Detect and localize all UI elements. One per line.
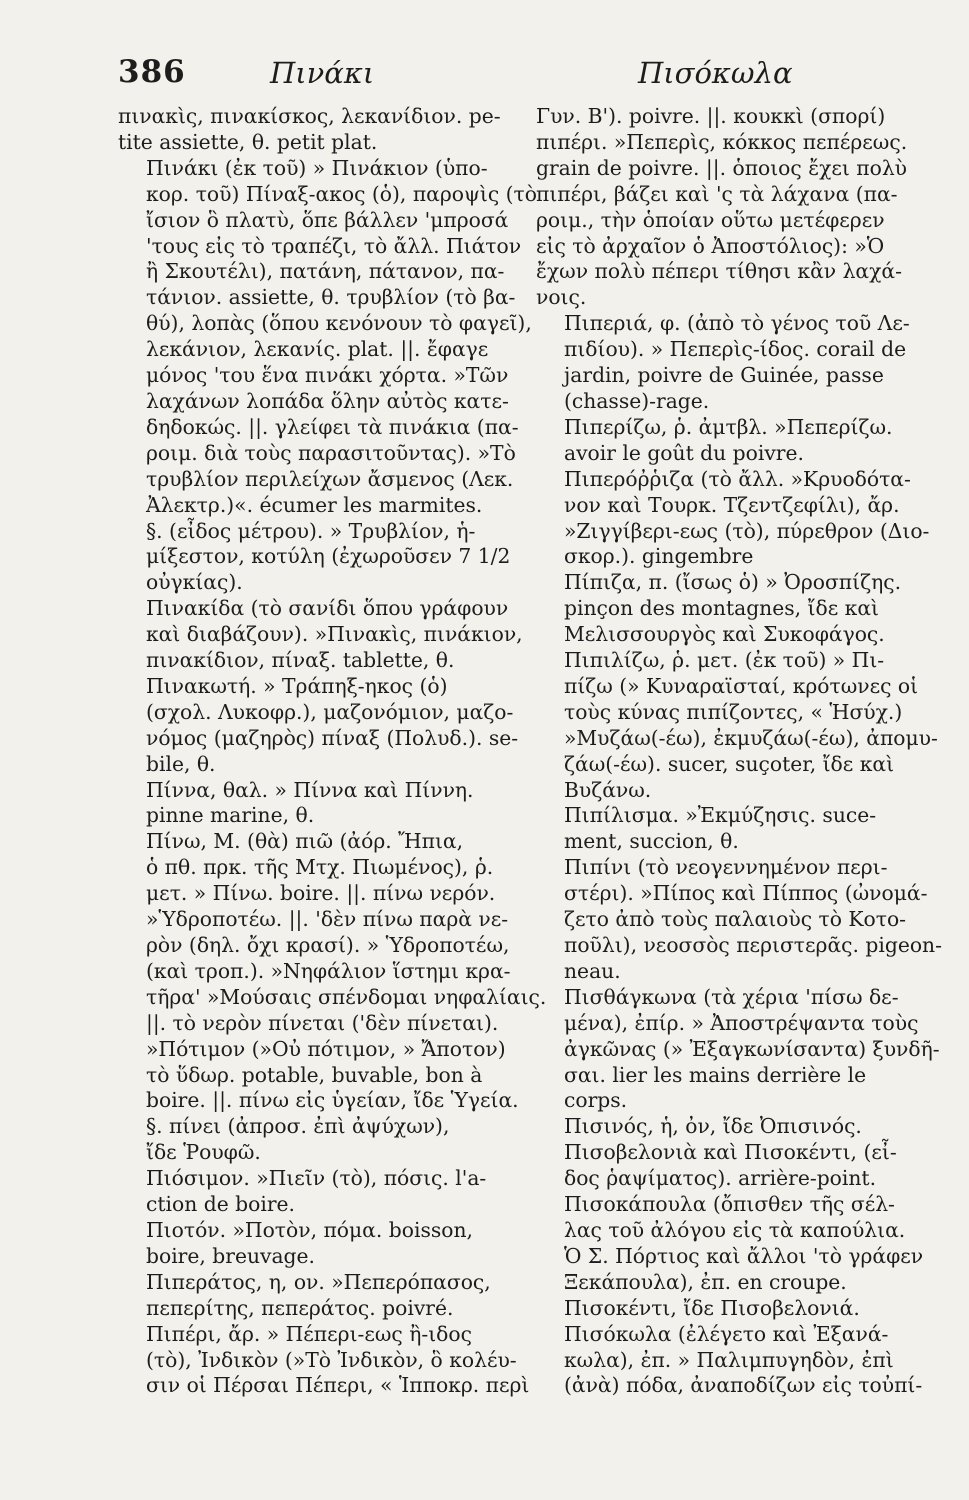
entry-line: ἴδε Ῥουφῶ.	[146, 1140, 261, 1165]
dictionary-entry	[118, 155, 537, 596]
entry-line: ποῦλι), νεοσσὸς περιστερᾶς. pigeon-	[564, 933, 942, 957]
entry-line: Γυν. Β'). poivre. ||. κουκκὶ (σπορί)	[536, 104, 886, 128]
entry-line: ὁ πθ. πρκ. τῆς Μτχ. Πιωμένος), ῥ.	[146, 855, 494, 880]
entry-line: τάνιον. assiette, θ. τρυβλίον (τὸ βα-	[146, 285, 516, 310]
entry-line: στέρι). »Πίπος καὶ Πίππος (ὠνομά-	[564, 881, 928, 906]
entry-line: τὸ ὕδωρ. potable, buvable, bon à	[146, 1062, 483, 1087]
entry-line: Ξεκάπουλα), ἐπ. en croupe.	[564, 1269, 847, 1294]
entry-line: (chasse)-rage.	[564, 388, 710, 413]
entry-line: ροιμ. διὰ τοὺς παρασιτοῦντας). »Τὸ	[146, 440, 516, 465]
entry-line: Μελισσουργὸς καὶ Συκοφάγος.	[564, 622, 885, 647]
entry-line: ἔχων πολὺ πέπερι τίθησι κἂν λαχά-	[536, 259, 902, 284]
entry-line: ἴσιον ὃ πλατὺ, ὅπε βάλλεν 'μπροσά	[146, 207, 509, 232]
entry-line: (καὶ τροπ.). »Νηφάλιον ἵστημι κρα-	[146, 958, 511, 983]
right-column	[536, 104, 946, 1399]
dictionary-entry	[536, 648, 946, 803]
dictionary-entry	[536, 415, 946, 467]
entry-line: Πινακωτή. » Τράπηξ-ηκος (ὁ)	[146, 673, 448, 698]
entry-line: τρυβλίον περιλείχων ἄσμενος (Λεκ.	[146, 466, 514, 491]
entry-line: Πινακίδα (τὸ σανίδι ὅπου γράφουν	[146, 596, 509, 621]
entry-line: ἀγκῶνας (» Ἐξαγκωνίσαντα) ξυνδῆ-	[564, 1036, 940, 1061]
entry-line: (ἀνὰ) πόδα, ἀναποδίζων εἰς τοὐπί-	[564, 1373, 923, 1398]
dictionary-entry	[536, 985, 946, 1115]
entry-line: Πιπερόῤῥιζα (τὸ ἄλλ. »Κρυοδότα-	[564, 466, 911, 491]
page-number: 386	[118, 54, 186, 90]
dictionary-entry	[536, 1114, 946, 1140]
dictionary-entry	[118, 1321, 530, 1400]
dictionary-entry	[536, 803, 946, 855]
entry-line: Πισοκάπουλα (ὄπισθεν τῆς σέλ-	[564, 1192, 895, 1217]
entry-line: (σχολ. Λυκοφρ.), μαζονόμιον, μαζο-	[146, 699, 514, 724]
dictionary-entry	[536, 1140, 946, 1192]
entry-line: πεπερίτης, πεπεράτος. poivré.	[146, 1295, 454, 1320]
entry-line: πίζω (» Κυναραϊσταί, κρότωνες οἱ	[564, 673, 919, 698]
page-header	[118, 54, 941, 100]
dictionary-entry	[536, 855, 946, 985]
entry-line: bile, θ.	[146, 751, 216, 776]
entry-line: Πινάκι (ἐκ τοῦ) » Πινάκιον (ὑπο-	[146, 155, 488, 180]
dictionary-entry	[118, 1166, 506, 1218]
entry-line: Πιπίλισμα. »Ἐκμύζησις. suce-	[564, 803, 877, 828]
entry-line: μετ. » Πίνω. boire. ||. πίνω νερόν.	[146, 881, 496, 906]
entry-line: boire. ||. πίνω εἰς ὑγείαν, ἴδε Ὑγεία.	[146, 1088, 519, 1113]
dictionary-entry	[536, 1322, 946, 1400]
entry-line: Πιπίνι (τὸ νεογεννημένον περι-	[564, 855, 888, 880]
entry-line: pinçon des montagnes, ἴδε καὶ	[564, 596, 879, 621]
entry-line: ἢ Σκουτέλι), πατάνη, πάτανον, πα-	[146, 259, 505, 284]
dictionary-entry	[118, 673, 519, 778]
entry-line: boire, breuvage.	[146, 1243, 315, 1268]
entry-line: Ἀλεκτρ.)«. écumer les marmites.	[146, 492, 483, 517]
running-head-right: Πισόκωλα	[638, 56, 793, 90]
entry-line: Πίπιζα, π. (ἴσως ὁ) » Ὀροσπίζης.	[564, 570, 902, 595]
dictionary-entry	[118, 778, 506, 830]
entry-line: §. πίνει (ἀπροσ. ἐπὶ ἀψύχων),	[146, 1114, 450, 1139]
entry-line: ζετο ἀπὸ τοὺς παλαιοὺς τὸ Κοτο-	[564, 907, 907, 932]
dictionary-entry	[118, 1270, 506, 1322]
entry-line: Πιπεριά, φ. (ἀπὸ τὸ γένος τοῦ Λε-	[564, 311, 910, 336]
entry-line: Πιπέρι, ἄρ. » Πέπερι-εως ἢ-ιδος	[146, 1321, 472, 1346]
entry-line: σκορ.). gingembre	[564, 544, 754, 569]
entry-line: πινακὶς, πινακίσκος, λεκανίδιον. pe-	[118, 104, 501, 128]
entry-line: πιπέρι. »Πεπερὶς, κόκκος πεπέρεως.	[536, 129, 908, 154]
entry-line: σαι. lier les mains derrière le	[564, 1062, 867, 1087]
entry-line: λεκάνιον, λεκανίς. plat. ||. ἔφαγε	[146, 337, 489, 362]
entry-line: Πισινός, ἡ, ὀν, ἴδε Ὀπισινός.	[564, 1114, 862, 1139]
entry-line: Πιοτόν. »Ποτὸν, πόμα. boisson,	[146, 1217, 473, 1242]
entry-line: νον καὶ Τουρκ. Τζεντζεφίλι), ἄρ.	[564, 492, 900, 517]
dictionary-entry	[536, 1192, 946, 1296]
entry-line: πιδίου). » Πεπερὶς-ίδος. corail de	[564, 337, 907, 362]
entry-line: Πιπεράτος, η, ον. »Πεπερόπασος,	[146, 1269, 491, 1294]
entry-line: σιν οἱ Πέρσαι Πέπερι, « Ἱπποκρ. περὶ	[146, 1373, 530, 1398]
entry-line: πιπέρι, βάζει καὶ 'ς τὰ λάχανα (πα-	[536, 181, 898, 206]
entry-line: (τὸ), Ἰνδικὸν (»Τὸ Ἰνδικὸν, ὃ κολέυ-	[146, 1347, 517, 1372]
entry-line: »Πότιμον (»Οὐ πότιμον, » Ἄποτον)	[146, 1036, 506, 1061]
entry-line: Πισόκωλα (ἐλέγετο καὶ Ἐξανά-	[564, 1321, 889, 1346]
entry-line: Πίνω, Μ. (θὰ) πιῶ (ἀόρ. Ἤπια,	[146, 829, 464, 854]
entry-line: νοις.	[536, 285, 587, 310]
entry-line: Πιπιλίζω, ῥ. μετ. (ἐκ τοῦ) » Πι-	[564, 648, 885, 673]
dictionary-entry	[536, 467, 946, 571]
entry-line: Πιπερίζω, ῥ. ἀμτβλ. »Πεπερίζω.	[564, 414, 893, 439]
entry-line: κορ. τοῦ) Πίναξ-ακος (ὁ), παροψὶς (τὸ	[146, 181, 537, 206]
entry-line: Ὁ Σ. Πόρτιος καὶ ἄλλοι 'τὸ γράφεν	[564, 1243, 924, 1268]
left-column	[118, 104, 547, 1399]
entry-line: ροιμ., τὴν ὁποίαν οὕτω μετέφερεν	[536, 207, 885, 232]
entry-line: δος ῥαψίματος). arrière-point.	[564, 1166, 877, 1191]
entry-line: corps.	[564, 1088, 628, 1113]
entry-line: μένα), ἐπίρ. » Ἀποστρέψαντα τοὺς	[564, 1010, 919, 1035]
entry-line: Πισοκέντι, ἴδε Πισοβελονιά.	[564, 1295, 860, 1320]
dictionary-entry	[118, 829, 547, 1166]
entry-line: θύ), λοπὰς (ὅπου κενόνουν τὸ φαγεῖ),	[146, 311, 532, 336]
entry-line: »Μυζάω(-έω), ἐκμυζάω(-έω), ἀπομυ-	[564, 725, 938, 750]
entry-line: τοὺς κύνας πιπίζοντες, « Ἡσύχ.)	[564, 699, 903, 724]
entry-line: εἰς τὸ ἀρχαῖον ὁ Ἀποστόλιος): »Ὁ	[536, 233, 885, 258]
entry-line: Πισθάγκωνα (τὰ χέρια 'πίσω δε-	[564, 984, 899, 1009]
entry-line: Βυζάνω.	[564, 777, 652, 802]
entry-line: δηδοκώς. ||. γλείφει τὰ πινάκια (πα-	[146, 414, 519, 439]
entry-line: neau.	[564, 958, 621, 983]
entry-line: ζάω(-έω). sucer, suçoter, ἴδε καὶ	[564, 751, 895, 776]
entry-line: λας τοῦ ἀλόγου εἰς τὰ καπούλια.	[564, 1217, 906, 1242]
dictionary-entry	[118, 596, 523, 674]
entry-line: 'τους εἰς τὸ τραπέζι, τὸ ἄλλ. Πιάτον	[146, 233, 522, 258]
entry-line: καὶ διαβάζουν). »Πινακὶς, πινάκιον,	[146, 622, 523, 647]
entry-line: μόνος 'του ἕνα πινάκι χόρτα. »Τῶν	[146, 363, 509, 388]
dictionary-entry	[536, 1296, 946, 1322]
running-head-left: Πινάκι	[270, 56, 375, 90]
entry-line: jardin, poivre de Guinée, passe	[564, 363, 884, 388]
entry-line: κωλα), ἐπ. » Παλιμπυγηδὸν, ἐπὶ	[564, 1347, 894, 1372]
entry-line: avoir le goût du poivre.	[564, 440, 804, 465]
entry-line: »Ζιγγίβερι-εως (τὸ), πύρεθρον (Διο-	[564, 518, 930, 543]
dictionary-entry	[536, 311, 946, 415]
entry-line: §. (εἶδος μέτρου). » Τρυβλίον, ἡ-	[146, 518, 476, 543]
entry-line: τῆρα' »Μούσαις σπένδομαι νηφαλίαις.	[146, 984, 547, 1009]
dictionary-entry	[118, 104, 506, 156]
entry-line: ment, succion, θ.	[564, 829, 739, 854]
dictionary-entry	[536, 104, 946, 311]
entry-line: Πισοβελονιὰ καὶ Πισοκέντι, (εἶ-	[564, 1140, 897, 1165]
dictionary-entry	[118, 1218, 506, 1270]
entry-line: Πιόσιμον. »Πιεῖν (τὸ), πόσις. l'a-	[146, 1166, 487, 1191]
entry-line: λαχάνων λοπάδα ὅλην αὐτὸς κατε-	[146, 388, 509, 413]
entry-line: πινακίδιον, πίναξ. tablette, θ.	[146, 648, 455, 673]
entry-line: νόμος (μαζηρὸς) πίναξ (Πολυδ.). se-	[146, 725, 519, 750]
entry-line: Πίννα, θαλ. » Πίννα καὶ Πίννη.	[146, 777, 474, 802]
entry-line: ρὸν (δηλ. ὄχι κρασί). » Ὑδροποτέω,	[146, 933, 510, 957]
entry-line: μίξεστον, κοτύλη (ἐχωροῦσεν 7 1/2	[146, 544, 511, 569]
entry-line: ||. τὸ νερὸν πίνεται ('δὲν πίνεται).	[146, 1010, 499, 1035]
entry-line: pinne marine, θ.	[146, 803, 315, 828]
entry-line: tite assiette, θ. petit plat.	[118, 129, 378, 154]
entry-line: οὐγκίας).	[146, 570, 243, 595]
entry-line: ction de boire.	[146, 1192, 295, 1217]
entry-line: grain de poivre. ||. ὁποιος ἔχει πολὺ	[536, 155, 908, 180]
dictionary-entry	[536, 570, 946, 648]
entry-line: »Ὑδροποτέω. ||. 'δὲν πίνω παρὰ νε-	[146, 907, 509, 932]
